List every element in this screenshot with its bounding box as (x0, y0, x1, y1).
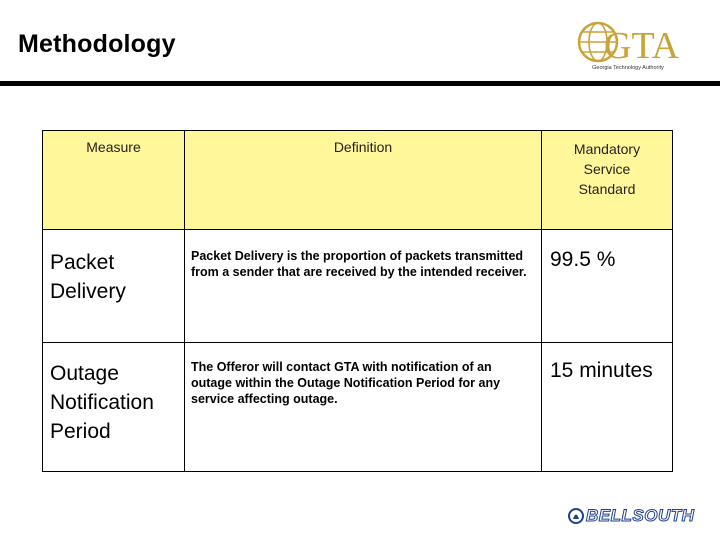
standard-cell: 99.5 % (542, 230, 673, 343)
measure-cell: Packet Delivery (43, 230, 185, 343)
header-definition: Definition (185, 131, 542, 230)
measure-cell: Outage Notification Period (43, 343, 185, 472)
bellsouth-logo-text: BELLSOUTH (586, 506, 695, 525)
logo-subtitle: Georgia Technology Authority (592, 65, 664, 71)
definition-cell: Packet Delivery is the proportion of packets transmitted from a sender that are received by the intended receiver. (185, 230, 542, 343)
slide-title: Methodology (18, 30, 176, 58)
table-row (43, 230, 673, 343)
standard-cell: 15 minutes (542, 343, 673, 472)
table-header-row (43, 131, 673, 230)
methodology-table (42, 130, 673, 472)
table-row (43, 343, 673, 472)
title-divider (0, 81, 720, 86)
bellsouth-bell-icon (568, 507, 584, 525)
header-measure: Measure (43, 131, 185, 230)
definition-cell: The Offeror will contact GTA with notification of an outage within the Outage Notification Period for any service affecting outage. (185, 343, 542, 472)
header-standard: Mandatory Service Standard (542, 131, 673, 230)
logo-text: GTA (604, 25, 680, 67)
